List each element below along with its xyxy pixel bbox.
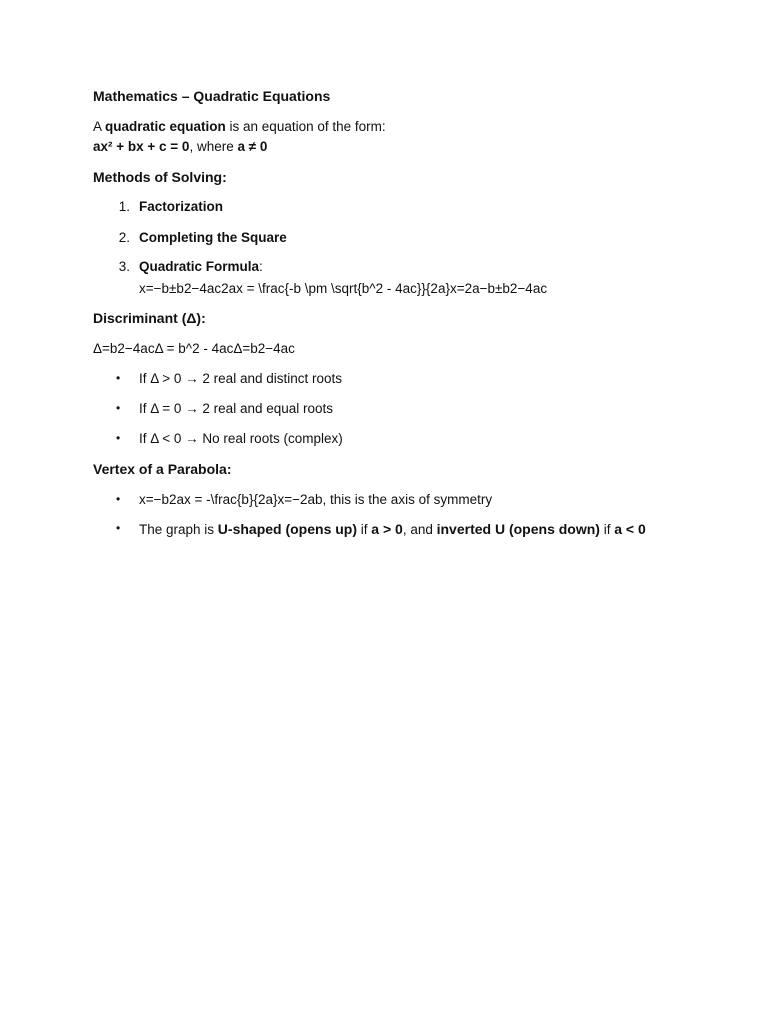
method-factorization: Factorization xyxy=(139,199,224,214)
discriminant-case-positive: If Δ > 0 → 2 real and distinct roots xyxy=(139,371,342,386)
intro-condition: a ≠ 0 xyxy=(237,139,268,154)
vertex-axis-text: x=−b2ax = -\frac{b}{2a}x=−2ab, this is the axis of symmetry xyxy=(139,492,493,507)
discriminant-case-zero: If Δ = 0 → 2 real and equal roots xyxy=(139,401,334,416)
intro-line xyxy=(93,119,386,134)
document-title: Mathematics – Quadratic Equations xyxy=(93,88,331,104)
discriminant-case-negative: If Δ < 0 → No real roots (complex) xyxy=(139,431,343,446)
method-completing-square: Completing the Square xyxy=(139,230,287,245)
bullet-icon: • xyxy=(116,401,121,415)
intro-formula: ax² + bx + c = 0 xyxy=(93,139,190,154)
intro-where: , where xyxy=(189,139,238,154)
list-number: 1. xyxy=(118,199,130,214)
bullet-icon: • xyxy=(116,521,121,535)
intro-formula-line xyxy=(93,139,267,154)
method-quadratic-formula: Quadratic Formula: xyxy=(139,259,263,274)
intro-rest: is an equation of the form: xyxy=(225,119,386,134)
list-number: 3. xyxy=(118,259,130,274)
discriminant-heading: Discriminant (Δ): xyxy=(93,310,206,326)
bullet-icon: • xyxy=(116,371,121,385)
bullet-icon: • xyxy=(116,431,121,445)
discriminant-formula: Δ=b2−4acΔ = b^2 - 4acΔ=b2−4ac xyxy=(93,341,295,356)
intro-term: quadratic equation xyxy=(105,119,226,134)
intro-prefix: A xyxy=(93,119,106,134)
vertex-graph-text: The graph is U-shaped (opens up) if a > 0, and inverted U (opens down) if a < 0 xyxy=(139,521,646,537)
quadratic-formula-text: x=−b±b2−4ac2ax = \frac{-b \pm \sqrt{b^2 - 4ac}}{2a}x=2a−b±b2−4ac xyxy=(139,281,548,296)
vertex-heading: Vertex of a Parabola: xyxy=(93,461,232,477)
list-number: 2. xyxy=(118,230,130,245)
methods-heading: Methods of Solving: xyxy=(93,169,227,185)
bullet-icon: • xyxy=(116,492,121,506)
